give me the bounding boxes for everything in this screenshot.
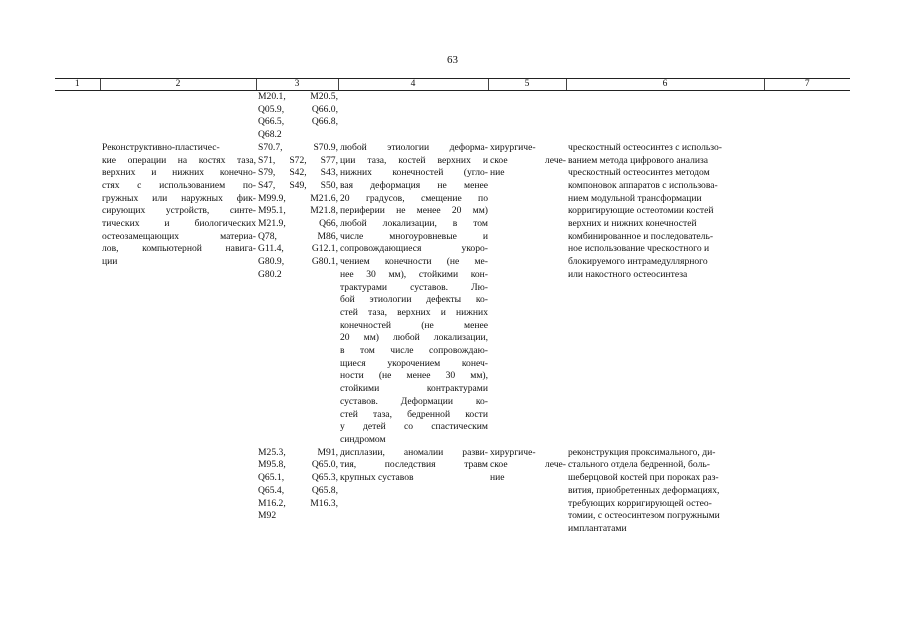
text-line: числе многоуровневые и <box>340 230 488 242</box>
text-line: M16.2, M16.3, <box>258 497 338 509</box>
text-line: ское лече- <box>490 459 566 471</box>
text-line: любой локализации, в том <box>340 218 488 230</box>
text-line: трактурами суставов. Лю- <box>340 281 488 293</box>
treatment-type-cell <box>488 447 566 536</box>
text-line: вая деформация не менее <box>340 179 488 191</box>
text-line: стей таза, бедренной кости <box>340 408 488 420</box>
text-line: стального отдела бедренной, боль- <box>568 459 710 471</box>
text-line: ности (не менее 30 мм), <box>340 370 488 382</box>
diagnosis-code-cell <box>256 142 338 447</box>
text-line: суставов. Деформации ко- <box>340 395 488 407</box>
diagnosis-code-cell <box>256 91 338 142</box>
text-line: 20 мм) любой локализации, <box>340 332 488 344</box>
text-line: щиеся укорочением конеч- <box>340 357 488 369</box>
treatment-method-cell <box>566 142 764 447</box>
treatment-type-cell <box>488 91 566 142</box>
table-body <box>55 91 850 536</box>
text-line: M99.9, M21.6, <box>258 192 338 204</box>
text-line: ции таза, костей верхних и <box>340 154 488 166</box>
column-header: 2 <box>100 79 256 91</box>
text-line: S47, S49, S50, <box>258 179 338 191</box>
text-line: S79, S42, S43, <box>258 167 338 179</box>
column-header: 3 <box>256 79 338 91</box>
text-line: верхних и нижних конечностей <box>568 218 697 230</box>
patient-model-cell <box>338 91 488 142</box>
text-line: требующих корригирующей остео- <box>568 497 712 509</box>
text-line: ции <box>102 256 118 268</box>
text-line: кие операции на костях таза, <box>102 154 256 166</box>
text-line: или накостного остеосинтеза <box>568 268 688 280</box>
text-line: Q78, M86, <box>258 230 338 242</box>
text-line: Q66.5, Q66.8, <box>258 116 338 128</box>
text-line: вития, приобретенных деформациях, <box>568 484 720 496</box>
page-number: 63 <box>447 54 458 66</box>
text-line: 20 градусов, смещение по <box>340 192 488 204</box>
text-line: Q05.9, Q66.0, <box>258 103 338 115</box>
text-line: ние <box>490 167 505 179</box>
procedure-name-cell <box>100 142 256 447</box>
text-line: дисплазии, аномалии разви- <box>340 446 488 458</box>
text-line: чрескостный остеосинтез с использо- <box>568 141 722 153</box>
table-row <box>55 447 850 536</box>
text-line: Q68.2 <box>258 129 282 141</box>
text-line: шеберцовой костей при пороках раз- <box>568 472 719 484</box>
text-line: томии, с остеосинтезом погружными <box>568 510 720 522</box>
text-line: S70.7, S70.9, <box>258 141 338 153</box>
column-header: 5 <box>488 79 566 91</box>
text-line: тия, последствия травм <box>340 459 488 471</box>
text-line: нее 30 мм), стойкими кон- <box>340 268 488 280</box>
column-number-row <box>55 79 850 91</box>
text-line: у детей со спастическим <box>340 421 488 433</box>
cost-cell <box>764 447 850 536</box>
number-cell <box>55 142 100 447</box>
treatment-type-cell <box>488 142 566 447</box>
treatment-method-cell <box>566 447 764 536</box>
column-header: 6 <box>566 79 764 91</box>
text-line: стей таза, верхних и нижних <box>340 306 488 318</box>
text-line: M20.1, M20.5, <box>258 91 338 102</box>
procedures-table <box>55 78 850 536</box>
text-line: периферии не менее 20 мм) <box>340 205 488 217</box>
text-line: лов, компьютерной навига- <box>102 243 256 255</box>
text-line: хирургиче- <box>490 446 536 458</box>
text-line: реконструкция проксимального, ди- <box>568 446 716 458</box>
number-cell <box>55 91 100 142</box>
cost-cell <box>764 91 850 142</box>
text-line: тических и биологических <box>102 218 256 230</box>
procedure-name-cell <box>100 91 256 142</box>
text-line: ние <box>490 472 505 484</box>
cost-cell <box>764 142 850 447</box>
text-line: корригирующие остеотомии костей <box>568 205 714 217</box>
patient-model-cell <box>338 142 488 447</box>
column-header: 4 <box>338 79 488 91</box>
text-line: M95.1, M21.8, <box>258 205 338 217</box>
column-header: 7 <box>764 79 850 91</box>
text-line: блокируемого интрамедуллярного <box>568 256 708 268</box>
text-line: чением конечности (не ме- <box>340 256 488 268</box>
text-line: G80.2 <box>258 268 282 280</box>
text-line: M92 <box>258 510 277 522</box>
text-line: комбинированное и последователь- <box>568 230 714 242</box>
text-line: сопровождающиеся укоро- <box>340 243 488 255</box>
table-row <box>55 142 850 447</box>
text-line: чрескостный остеосинтез методом <box>568 167 710 179</box>
text-line: Q65.4, Q65.8, <box>258 484 338 496</box>
text-line: верхних и нижних конечно- <box>102 167 256 179</box>
column-header: 1 <box>55 79 100 91</box>
text-line: остеозамещающих материа- <box>102 230 256 242</box>
text-line: любой этиологии деформа- <box>340 141 488 153</box>
text-line: хирургиче- <box>490 141 536 153</box>
text-line: нижних конечностей (угло- <box>340 167 488 179</box>
text-line: M95.8, Q65.0, <box>258 459 338 471</box>
table-row <box>55 91 850 142</box>
text-line: S71, S72, S77, <box>258 154 338 166</box>
text-line: G11.4, G12.1, <box>258 243 338 255</box>
treatment-method-cell <box>566 91 764 142</box>
diagnosis-code-cell <box>256 447 338 536</box>
text-line: гружных или наружных фик- <box>102 192 256 204</box>
text-line: нием модульной трансформации <box>568 192 702 204</box>
text-line: Реконструктивно-пластичес- <box>102 141 220 153</box>
text-line: компоновок аппаратов с использова- <box>568 179 718 191</box>
text-line: M25.3, M91, <box>258 446 338 458</box>
text-line: бой этиологии дефекты ко- <box>340 294 488 306</box>
text-line: имплантатами <box>568 522 627 534</box>
text-line: конечностей (не менее <box>340 319 488 331</box>
text-line: сирующих устройств, синте- <box>102 205 256 217</box>
text-line: в том числе сопровождаю- <box>340 345 488 357</box>
patient-model-cell <box>338 447 488 536</box>
text-line: стях с использованием по- <box>102 179 256 191</box>
text-line: ское лече- <box>490 154 566 166</box>
text-line: G80.9, G80.1, <box>258 256 338 268</box>
procedure-name-cell <box>100 447 256 536</box>
text-line: Q65.1, Q65.3, <box>258 472 338 484</box>
text-line: ванием метода цифрового анализа <box>568 154 709 166</box>
text-line: ное использование чрескостного и <box>568 243 710 255</box>
text-line: крупных суставов <box>340 472 414 484</box>
text-line: стойкими контрактурами <box>340 383 488 395</box>
text-line: синдромом <box>340 433 386 445</box>
number-cell <box>55 447 100 536</box>
text-line: M21.9, Q66, <box>258 218 338 230</box>
